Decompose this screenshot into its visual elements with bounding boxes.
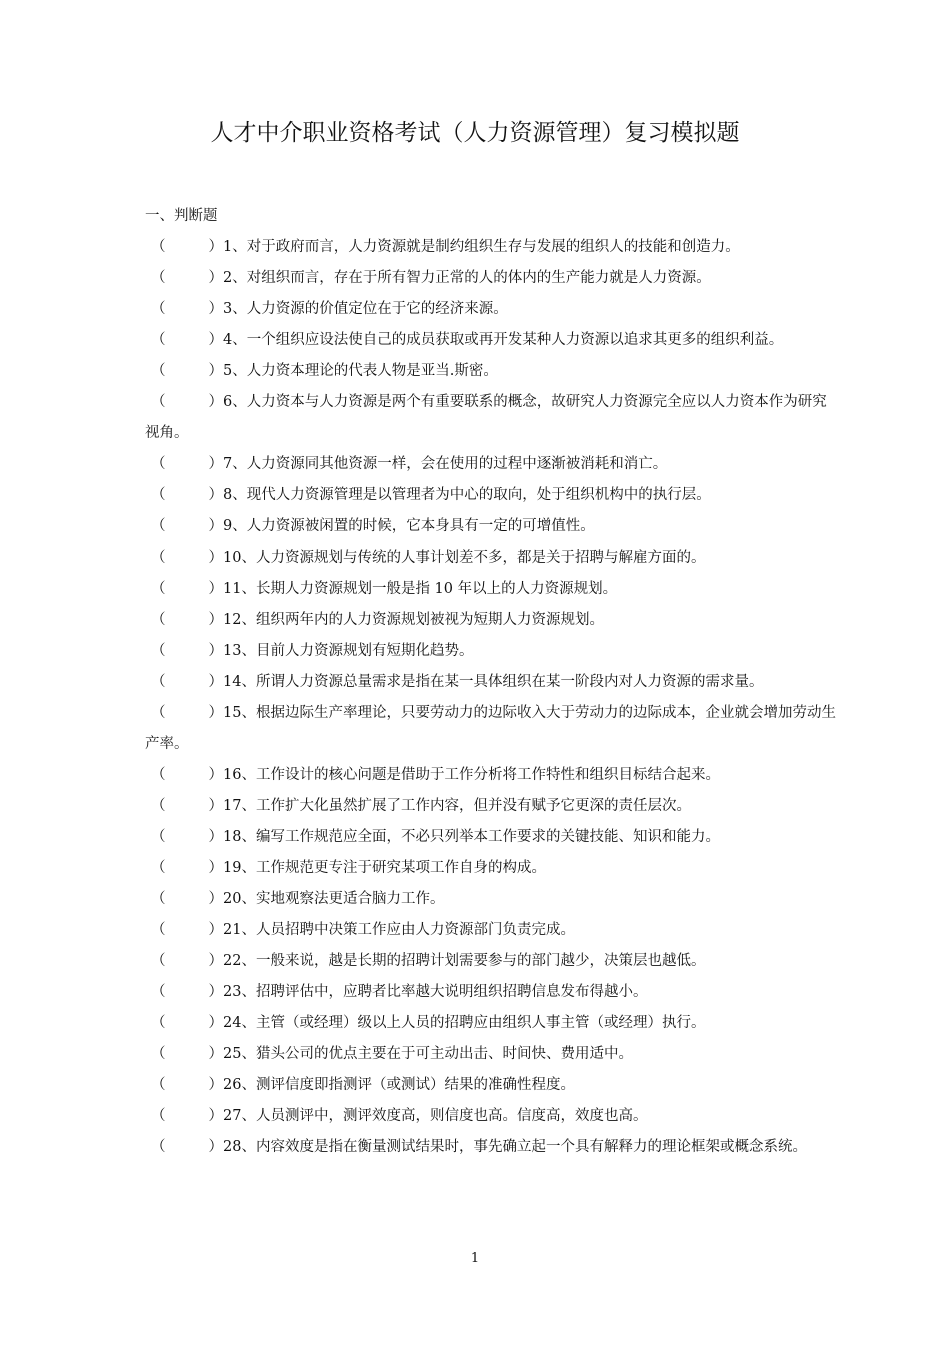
paren-close: ） xyxy=(208,953,223,970)
question-item xyxy=(145,356,840,387)
paren-open: （ xyxy=(151,456,166,473)
paren-close: ） xyxy=(208,1046,223,1063)
paren-open: （ xyxy=(151,797,166,814)
paren-open: （ xyxy=(151,766,166,783)
paren-open: （ xyxy=(151,580,166,597)
question-text: 18、编写工作规范应全面，不必只列举本工作要求的关键技能、知识和能力。 xyxy=(223,828,720,845)
paren-close: ） xyxy=(208,828,223,845)
paren-close: ） xyxy=(208,518,223,535)
question-text: 28、内容效度是指在衡量测试结果时，事先确立起一个具有解释力的理论框架或概念系统。 xyxy=(223,1139,807,1156)
question-item xyxy=(145,853,840,884)
answer-blank xyxy=(145,1132,223,1163)
question-text: 20、实地观察法更适合脑力工作。 xyxy=(223,891,445,908)
paren-open: （ xyxy=(151,673,166,690)
paren-open: （ xyxy=(151,487,166,504)
paren-open: （ xyxy=(151,363,166,380)
question-item xyxy=(145,605,840,636)
paren-open: （ xyxy=(151,704,166,721)
question-item xyxy=(145,760,840,791)
question-text: 21、人员招聘中决策工作应由人力资源部门负责完成。 xyxy=(223,922,575,939)
answer-blank xyxy=(145,1008,223,1039)
answer-blank xyxy=(145,263,223,294)
question-item xyxy=(145,511,840,542)
paren-close: ） xyxy=(208,984,223,1001)
question-text: 6、人力资本与人力资源是两个有重要联系的概念，故研究人力资源完全应以人力资本作为研究视角。 xyxy=(145,394,827,442)
question-text: 8、现代人力资源管理是以管理者为中心的取向，处于组织机构中的执行层。 xyxy=(223,487,711,504)
question-text: 19、工作规范更专注于研究某项工作自身的构成。 xyxy=(223,859,546,876)
paren-open: （ xyxy=(151,239,166,256)
answer-blank xyxy=(145,977,223,1008)
paren-open: （ xyxy=(151,301,166,318)
question-text: 11、长期人力资源规划一般是指 10 年以上的人力资源规划。 xyxy=(223,580,618,597)
answer-blank xyxy=(145,760,223,791)
paren-open: （ xyxy=(151,859,166,876)
answer-blank xyxy=(145,511,223,542)
question-item xyxy=(145,977,840,1008)
question-item xyxy=(145,946,840,977)
question-item xyxy=(145,1008,840,1039)
question-item xyxy=(145,822,840,853)
paren-close: ） xyxy=(208,1139,223,1156)
answer-blank xyxy=(145,325,223,356)
answer-blank xyxy=(145,1039,223,1070)
paren-close: ） xyxy=(208,239,223,256)
question-text: 17、工作扩大化虽然扩展了工作内容，但并没有赋予它更深的责任层次。 xyxy=(223,797,691,814)
paren-open: （ xyxy=(151,611,166,628)
question-item xyxy=(145,232,840,263)
question-text: 4、一个组织应设法使自己的成员获取或再开发某种人力资源以追求其更多的组织利益。 xyxy=(223,332,784,349)
question-text: 1、对于政府而言，人力资源就是制约组织生存与发展的组织人的技能和创造力。 xyxy=(223,239,740,256)
question-item xyxy=(145,698,840,760)
paren-open: （ xyxy=(151,953,166,970)
question-item xyxy=(145,387,840,449)
question-text: 3、人力资源的价值定位在于它的经济来源。 xyxy=(223,301,508,318)
question-item xyxy=(145,1132,840,1163)
paren-close: ） xyxy=(208,859,223,876)
question-item xyxy=(145,1070,840,1101)
answer-blank xyxy=(145,543,223,574)
question-text: 15、根据边际生产率理论，只要劳动力的边际收入大于劳动力的边际成本，企业就会增加劳动生产率。 xyxy=(145,704,836,752)
paren-close: ） xyxy=(208,487,223,504)
paren-open: （ xyxy=(151,270,166,287)
question-text: 10、人力资源规划与传统的人事计划差不多，都是关于招聘与解雇方面的。 xyxy=(223,549,706,566)
answer-blank xyxy=(145,449,223,480)
question-text: 22、一般来说，越是长期的招聘计划需要参与的部门越少，决策层也越低。 xyxy=(223,953,706,970)
paren-open: （ xyxy=(151,984,166,1001)
paren-close: ） xyxy=(208,549,223,566)
question-text: 16、工作设计的核心问题是借助于工作分析将工作特性和组织目标结合起来。 xyxy=(223,766,720,783)
paren-close: ） xyxy=(208,270,223,287)
paren-close: ） xyxy=(208,363,223,380)
question-text: 25、猎头公司的优点主要在于可主动出击、时间快、费用适中。 xyxy=(223,1046,633,1063)
paren-close: ） xyxy=(208,301,223,318)
question-item xyxy=(145,294,840,325)
paren-close: ） xyxy=(208,642,223,659)
question-text: 12、组织两年内的人力资源规划被视为短期人力资源规划。 xyxy=(223,611,604,628)
section-heading: 一、判断题 xyxy=(145,208,218,224)
answer-blank xyxy=(145,698,223,729)
answer-blank xyxy=(145,1101,223,1132)
answer-blank xyxy=(145,822,223,853)
question-text: 14、所谓人力资源总量需求是指在某一具体组织在某一阶段内对人力资源的需求量。 xyxy=(223,673,764,690)
paren-open: （ xyxy=(151,828,166,845)
question-text: 7、人力资源同其他资源一样，会在使用的过程中逐渐被消耗和消亡。 xyxy=(223,456,668,473)
question-text: 9、人力资源被闲置的时候，它本身具有一定的可增值性。 xyxy=(223,518,595,535)
question-text: 13、目前人力资源规划有短期化趋势。 xyxy=(223,642,474,659)
paren-close: ） xyxy=(208,1015,223,1032)
paren-open: （ xyxy=(151,1046,166,1063)
answer-blank xyxy=(145,884,223,915)
paren-open: （ xyxy=(151,922,166,939)
question-text: 24、主管（或经理）级以上人员的招聘应由组织人事主管（或经理）执行。 xyxy=(223,1015,706,1032)
paren-close: ） xyxy=(208,394,223,411)
question-item xyxy=(145,543,840,574)
question-text: 27、人员测评中，测评效度高，则信度也高。信度高，效度也高。 xyxy=(223,1108,648,1125)
document-title: 人才中介职业资格考试（人力资源管理）复习模拟题 xyxy=(210,120,740,146)
answer-blank xyxy=(145,356,223,387)
question-item xyxy=(145,325,840,356)
question-item xyxy=(145,636,840,667)
answer-blank xyxy=(145,915,223,946)
answer-blank xyxy=(145,946,223,977)
question-text: 2、对组织而言，存在于所有智力正常的人的体内的生产能力就是人力资源。 xyxy=(223,270,711,287)
answer-blank xyxy=(145,574,223,605)
paren-open: （ xyxy=(151,642,166,659)
question-item xyxy=(145,480,840,511)
paren-close: ） xyxy=(208,332,223,349)
answer-blank xyxy=(145,480,223,511)
paren-close: ） xyxy=(208,766,223,783)
question-item xyxy=(145,449,840,480)
question-item xyxy=(145,667,840,698)
paren-close: ） xyxy=(208,1077,223,1094)
document-body xyxy=(145,201,840,1163)
paren-open: （ xyxy=(151,1108,166,1125)
answer-blank xyxy=(145,605,223,636)
paren-close: ） xyxy=(208,1108,223,1125)
question-list xyxy=(145,232,840,1163)
paren-close: ） xyxy=(208,704,223,721)
question-item xyxy=(145,915,840,946)
paren-close: ） xyxy=(208,797,223,814)
answer-blank xyxy=(145,232,223,263)
question-item xyxy=(145,884,840,915)
question-item xyxy=(145,263,840,294)
answer-blank xyxy=(145,853,223,884)
answer-blank xyxy=(145,294,223,325)
paren-close: ） xyxy=(208,611,223,628)
answer-blank xyxy=(145,1070,223,1101)
paren-close: ） xyxy=(208,922,223,939)
paren-close: ） xyxy=(208,580,223,597)
paren-open: （ xyxy=(151,891,166,908)
question-text: 26、测评信度即指测评（或测试）结果的准确性程度。 xyxy=(223,1077,575,1094)
answer-blank xyxy=(145,636,223,667)
question-text: 5、人力资本理论的代表人物是亚当.斯密。 xyxy=(223,363,498,380)
question-text: 23、招聘评估中，应聘者比率越大说明组织招聘信息发布得越小。 xyxy=(223,984,648,1001)
paren-open: （ xyxy=(151,1077,166,1094)
question-item xyxy=(145,791,840,822)
paren-open: （ xyxy=(151,518,166,535)
paren-open: （ xyxy=(151,394,166,411)
paren-close: ） xyxy=(208,891,223,908)
paren-close: ） xyxy=(208,673,223,690)
paren-open: （ xyxy=(151,1139,166,1156)
question-item xyxy=(145,574,840,605)
answer-blank xyxy=(145,667,223,698)
paren-close: ） xyxy=(208,456,223,473)
question-item xyxy=(145,1039,840,1070)
page-number: 1 xyxy=(470,1251,480,1266)
paren-open: （ xyxy=(151,332,166,349)
answer-blank xyxy=(145,387,223,418)
paren-open: （ xyxy=(151,1015,166,1032)
answer-blank xyxy=(145,791,223,822)
question-item xyxy=(145,1101,840,1132)
paren-open: （ xyxy=(151,549,166,566)
